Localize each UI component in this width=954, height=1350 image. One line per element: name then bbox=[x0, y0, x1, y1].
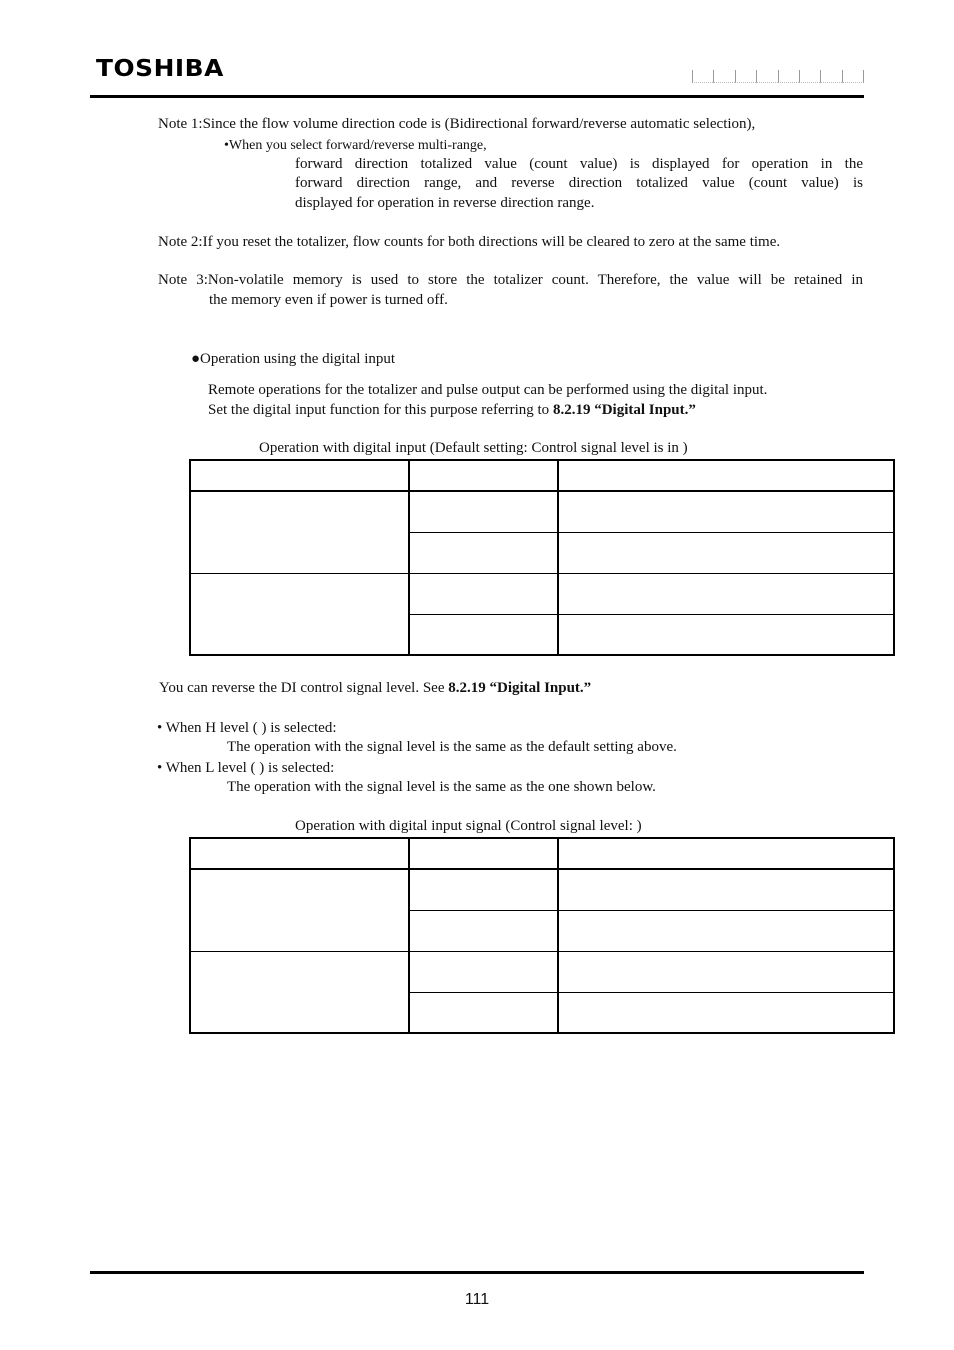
table1 bbox=[189, 459, 895, 656]
section-heading: ●Operation using the digital input bbox=[191, 351, 396, 367]
table1-cell bbox=[409, 532, 558, 573]
table1-header-row bbox=[190, 460, 894, 491]
section-paragraph-ref: 8.2.19 “Digital Input.” bbox=[552, 402, 696, 418]
table1-cell bbox=[409, 614, 558, 655]
table2-caption: Operation with digital input signal (Control signal level: ) bbox=[295, 818, 642, 834]
table1-cell bbox=[409, 491, 558, 532]
table2-cell bbox=[190, 951, 409, 1033]
table1-cell bbox=[190, 573, 409, 655]
header-rule bbox=[90, 95, 864, 98]
reverse-note-prefix: You can reverse the DI control signal level. See bbox=[159, 680, 449, 696]
note3-line1: Note 3:Non-volatile memory is used to store the totalizer count. Therefore, the value will be retained in bbox=[158, 272, 863, 288]
table1-cell bbox=[409, 573, 558, 614]
table1-caption: Operation with digital input (Default setting: Control signal level is in ) bbox=[259, 440, 688, 456]
table2-cell bbox=[409, 910, 558, 951]
table2-header-cell bbox=[409, 838, 558, 869]
table2-header-cell bbox=[558, 838, 894, 869]
table1-cell bbox=[558, 573, 894, 614]
table1-cell bbox=[558, 532, 894, 573]
l-level-bullet: • When L level ( ) is selected: bbox=[157, 760, 335, 776]
note2-text: Note 2:If you reset the totalizer, flow counts for both directions will be cleared to zero at the same time. bbox=[158, 234, 781, 250]
table1-header-cell bbox=[190, 460, 409, 491]
section-paragraph-line2 bbox=[208, 401, 696, 420]
table1-header-cell bbox=[409, 460, 558, 491]
table2-cell bbox=[409, 992, 558, 1033]
section-paragraph-line1: Remote operations for the totalizer and pulse output can be performed using the digital input. bbox=[208, 382, 768, 398]
table2-cell bbox=[190, 869, 409, 951]
table2-header-cell bbox=[190, 838, 409, 869]
note1-body-line1: forward direction totalized value (count value) is displayed for operation in the bbox=[295, 156, 863, 172]
table2-row bbox=[190, 951, 894, 992]
h-level-description: The operation with the signal level is the same as the default setting above. bbox=[227, 739, 677, 755]
table2-cell bbox=[409, 869, 558, 910]
table2-cell bbox=[409, 951, 558, 992]
section-paragraph-prefix: Set the digital input function for this purpose referring to bbox=[208, 402, 553, 418]
note1-body-line2: forward direction range, and reverse direction totalized value (count value) is bbox=[295, 175, 863, 191]
reverse-note-ref: 8.2.19 “Digital Input.” bbox=[448, 680, 592, 696]
table1-row bbox=[190, 573, 894, 614]
table2-cell bbox=[558, 910, 894, 951]
note1-text: Note 1:Since the flow volume direction code is (Bidirectional forward/reverse automatic selection), bbox=[158, 116, 756, 132]
table2-cell bbox=[558, 992, 894, 1033]
note1-bullet: •When you select forward/reverse multi-range, bbox=[224, 138, 487, 153]
table2-header-row bbox=[190, 838, 894, 869]
table2-cell bbox=[558, 951, 894, 992]
note3-line2: the memory even if power is turned off. bbox=[209, 292, 448, 308]
document-code-boxes bbox=[692, 70, 864, 82]
table2-cell bbox=[558, 869, 894, 910]
page-number: 111 bbox=[464, 1291, 490, 1308]
reverse-note bbox=[159, 679, 591, 698]
toshiba-logo: TOSHIBA bbox=[96, 56, 224, 82]
table1-header-cell bbox=[558, 460, 894, 491]
footer-rule bbox=[90, 1271, 864, 1274]
table2-row bbox=[190, 869, 894, 910]
table1-cell bbox=[558, 614, 894, 655]
h-level-bullet: • When H level ( ) is selected: bbox=[157, 720, 337, 736]
table1-cell bbox=[190, 491, 409, 573]
note1-body-line3: displayed for operation in reverse direction range. bbox=[295, 195, 595, 211]
table2 bbox=[189, 837, 895, 1034]
l-level-description: The operation with the signal level is the same as the one shown below. bbox=[227, 779, 656, 795]
table1-row bbox=[190, 491, 894, 532]
table1-cell bbox=[558, 491, 894, 532]
